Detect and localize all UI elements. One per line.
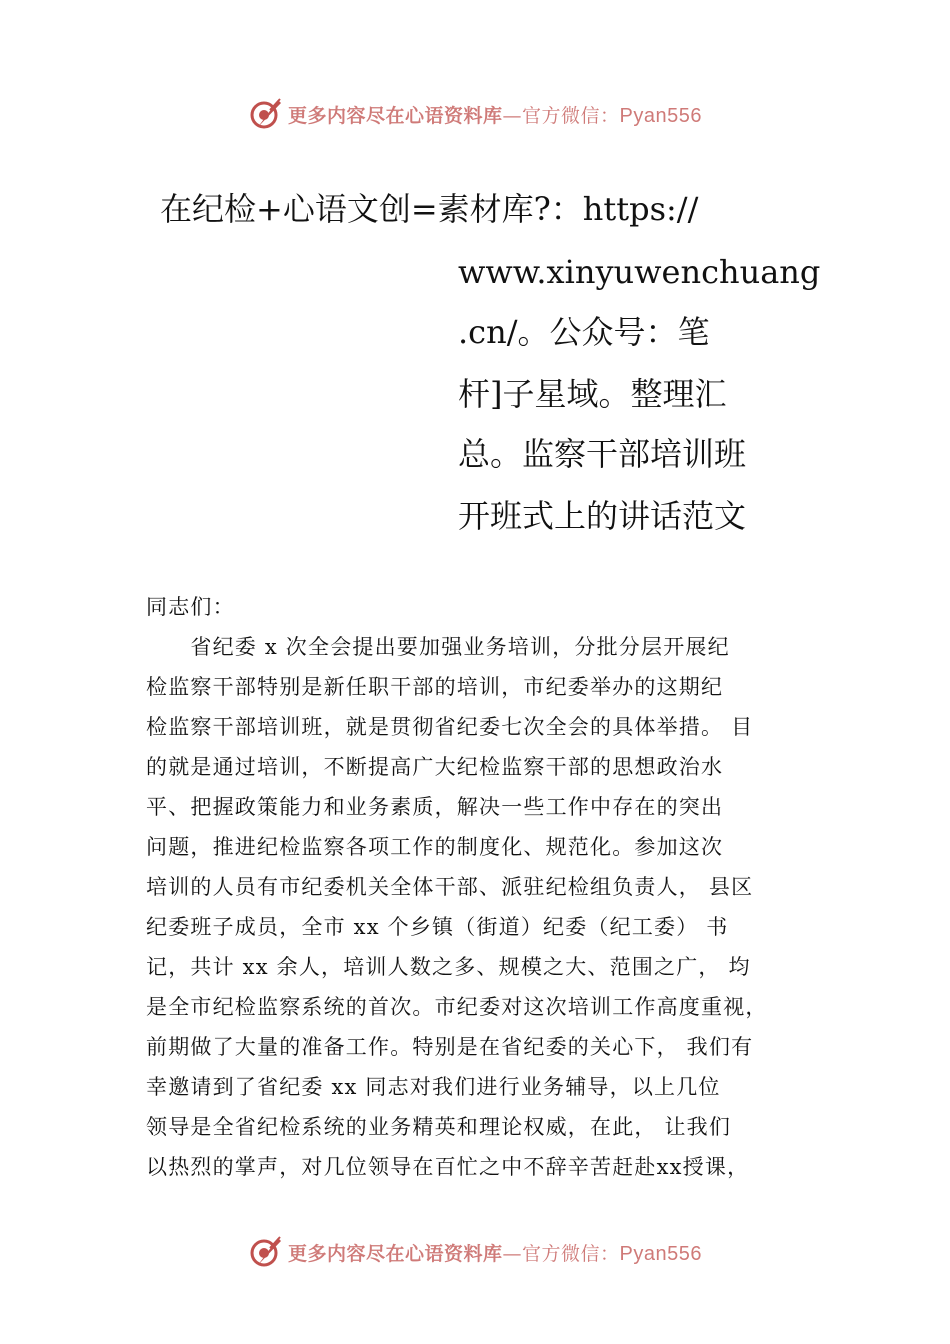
body-line-3: 检监察干部培训班，就是贯彻省纪委七次全会的具体举措。 目 [146, 715, 754, 739]
body-line-5: 平、把握政策能力和业务素质，解决一些工作中存在的突出 [146, 795, 724, 819]
banner-main-text: 更多内容尽在心语资料库 [288, 1242, 503, 1265]
title-line-3: .cn/。公众号：笔 [458, 313, 710, 351]
salutation: 同志们： [146, 595, 235, 619]
title-line-2: www.xinyuwenchuang [458, 253, 821, 291]
body-line-11: 前期做了大量的准备工作。特别是在省纪委的关心下， 我们有 [146, 1035, 754, 1059]
body-line-13: 领导是全省纪检系统的业务精英和理论权威，在此， 让我们 [146, 1115, 732, 1139]
body-line-8: 纪委班子成员，全市 xx 个乡镇（街道）纪委（纪工委） 书 [146, 915, 729, 939]
banner-wechat-id: Pyan556 [619, 104, 702, 127]
quill-logo-icon [248, 96, 284, 132]
banner-main-text: 更多内容尽在心语资料库 [288, 104, 503, 127]
banner-separator: — [502, 104, 523, 127]
body-line-14: 以热烈的掌声，对几位领导在百忙之中不辞辛苦赶赴xx授课， [146, 1155, 750, 1179]
banner-wechat-id: Pyan556 [619, 1242, 702, 1265]
body-line-10: 是全市纪检监察系统的首次。市纪委对这次培训工作高度重视， [146, 995, 768, 1019]
quill-logo-icon [248, 1234, 284, 1270]
body-line-12: 幸邀请到了省纪委 xx 同志对我们进行业务辅导，以上几位 [146, 1075, 721, 1099]
banner-separator: — [502, 1242, 523, 1265]
banner-text [288, 1239, 702, 1266]
body-line-2: 检监察干部特别是新任职干部的培训，市纪委举办的这期纪 [146, 675, 724, 699]
body-line-6: 问题，推进纪检监察各项工作的制度化、规范化。参加这次 [146, 835, 724, 859]
banner-wechat-label: 官方微信： [522, 104, 620, 127]
header-banner [0, 94, 950, 134]
banner-wechat-label: 官方微信： [522, 1242, 620, 1265]
footer-banner [0, 1232, 950, 1272]
title-line-1: 在纪检+心语文创=素材库?：https:// [160, 190, 699, 228]
title-line-6: 开班式上的讲话范文 [458, 497, 747, 535]
body-line-9: 记，共计 xx 余人，培训人数之多、规模之大、范围之广， 均 [146, 955, 751, 979]
body-line-7: 培训的人员有市纪委机关全体干部、派驻纪检组负责人， 县区 [146, 875, 754, 899]
body-line-1: 省纪委 x 次全会提出要加强业务培训，分批分层开展纪 [146, 635, 730, 659]
body-line-4: 的就是通过培训，不断提高广大纪检监察干部的思想政治水 [146, 755, 724, 779]
title-line-5: 总。监察干部培训班 [458, 435, 747, 473]
title-line-4: 杆]子星域。整理汇 [458, 375, 727, 413]
banner-text [288, 101, 702, 128]
